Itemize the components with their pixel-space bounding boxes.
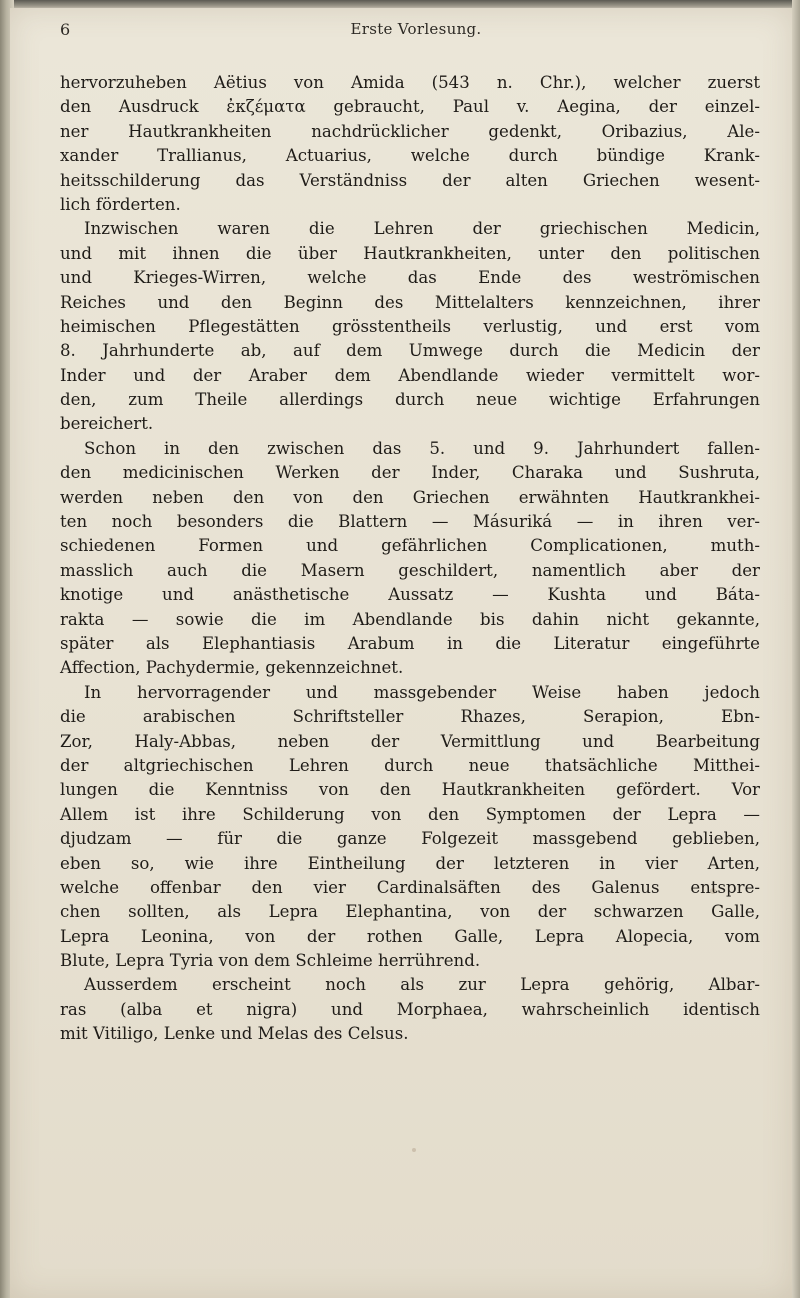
text-line: den medicinischen Werken der Inder, Charaka und Sushruta, xyxy=(60,463,760,483)
text-line: Blute, Lepra Tyria von dem Schleime herrührend. xyxy=(60,951,481,971)
paragraph xyxy=(60,437,760,681)
page-header xyxy=(60,20,772,46)
text-line: Ausserdem erscheint noch als zur Lepra gehörig, Albar- xyxy=(84,975,760,995)
text-line: Affection, Pachydermie, gekennzeichnet. xyxy=(60,658,404,678)
running-head: Erste Vorlesung. xyxy=(350,20,482,38)
text-line: lungen die Kenntniss von den Hautkrankheiten gefördert. Vor xyxy=(60,780,760,800)
text-line: später als Elephantiasis Arabum in die Literatur eingeführte xyxy=(60,633,760,653)
text-line: und Krieges-Wirren, welche das Ende des weströmischen xyxy=(60,268,760,288)
text-line: Lepra Leonina, von der rothen Galle, Lepra Alopecia, vom xyxy=(60,926,760,946)
paragraph xyxy=(60,973,760,1046)
text-line: ras (alba et nigra) und Morphaea, wahrscheinlich identisch xyxy=(60,999,760,1019)
text-line: xander Trallianus, Actuarius, welche durch bündige Krank- xyxy=(60,146,760,166)
text-line: lich förderten. xyxy=(60,194,181,214)
text-line: und mit ihnen die über Hautkrankheiten, unter den politischen xyxy=(60,243,760,263)
text-line: Inzwischen waren die Lehren der griechischen Medicin, xyxy=(84,219,760,239)
foxing-spot xyxy=(412,1148,416,1152)
text-line: welche offenbar den vier Cardinalsäften des Galenus entspre- xyxy=(60,877,760,897)
text-line: den, zum Theile allerdings durch neue wichtige Erfahrungen xyxy=(60,390,760,410)
text-line: chen sollten, als Lepra Elephantina, von der schwarzen Galle, xyxy=(60,902,760,922)
text-line: Inder und der Araber dem Abendlande wieder vermittelt wor- xyxy=(60,365,760,385)
text-line: die arabischen Schriftsteller Rhazes, Serapion, Ebn- xyxy=(60,707,760,727)
text-line: 8. Jahrhunderte ab, auf dem Umwege durch die Medicin der xyxy=(60,341,760,361)
text-line: schiedenen Formen und gefährlichen Complicationen, muth- xyxy=(60,536,760,556)
text-line: ten noch besonders die Blattern — Másuriká — in ihren ver- xyxy=(60,512,760,532)
text-line: Allem ist ihre Schilderung von den Symptomen der Lepra — xyxy=(60,804,760,824)
scan-right-edge xyxy=(792,0,800,1298)
paragraph xyxy=(60,71,760,217)
text-line: eben so, wie ihre Eintheilung der letzteren in vier Arten, xyxy=(60,853,760,873)
body-text xyxy=(60,71,760,1047)
text-line: heitsschilderung das Verständniss der alten Griechen wesent- xyxy=(60,170,760,190)
text-line: masslich auch die Masern geschildert, namentlich aber der xyxy=(60,560,760,580)
text-line: ner Hautkrankheiten nachdrücklicher gedenkt, Oribazius, Ale- xyxy=(60,121,760,141)
page-number: 6 xyxy=(60,20,71,39)
text-line: der altgriechischen Lehren durch neue thatsächliche Mitthei- xyxy=(60,755,760,775)
text-line: bereichert. xyxy=(60,414,154,434)
text-line: mit Vitiligo, Lenke und Melas des Celsus. xyxy=(60,1024,409,1044)
text-line: Zor, Haly-Abbas, neben der Vermittlung und Bearbeitung xyxy=(60,731,760,751)
text-line: den Ausdruck ἐκζέματα gebraucht, Paul v. Aegina, der einzel- xyxy=(60,97,760,117)
text-line: Reiches und den Beginn des Mittelalters kennzeichnen, ihrer xyxy=(60,292,760,312)
text-line: In hervorragender und massgebender Weise haben jedoch xyxy=(84,682,760,702)
text-line: knotige und anästhetische Aussatz — Kushta und Báta- xyxy=(60,585,760,605)
text-line: hervorzuheben Aëtius von Amida (543 n. Chr.), welcher zuerst xyxy=(60,73,760,92)
text-line: djudzam — für die ganze Folgezeit massgebend geblieben, xyxy=(60,829,760,849)
text-line: werden neben den von den Griechen erwähnten Hautkrankhei- xyxy=(60,487,760,507)
paragraph xyxy=(60,681,760,974)
paragraph xyxy=(60,217,760,437)
text-line: Schon in den zwischen das 5. und 9. Jahrhundert fallen- xyxy=(84,438,760,458)
text-line: heimischen Pflegestätten grösstentheils verlustig, und erst vom xyxy=(60,316,760,336)
text-line: rakta — sowie die im Abendlande bis dahin nicht gekannte, xyxy=(60,609,760,629)
